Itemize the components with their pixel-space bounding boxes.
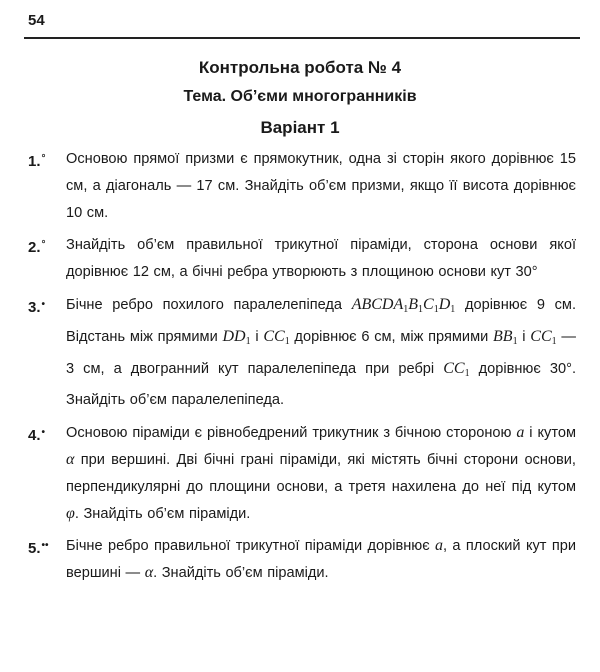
- problem-text: Основою піраміди є рівнобедрений трикутник з бічною стороною a і кутом α при вершині. Дві бічні грані піраміди, які містять бічні сторони основи, перпендикулярні до площини основи, а третя нахилена до неї під кутом φ. Знайдіть об’єм піраміди.: [66, 424, 576, 522]
- difficulty-mark: °: [41, 239, 46, 251]
- test-title: Контрольна робота № 4: [198, 58, 402, 77]
- problem-3: [0, 292, 600, 414]
- problem-list: [0, 146, 600, 593]
- difficulty-mark: •: [41, 427, 46, 439]
- problem-1: [0, 146, 600, 226]
- problem-number: 3.•: [28, 298, 46, 316]
- difficulty-mark: •: [41, 298, 46, 310]
- problem-number: 4.•: [28, 427, 46, 445]
- problem-4: [0, 420, 600, 527]
- problem-text: Основою прямої призми є прямокутник, одна зі сторін якого дорівнює 15 см, а діагональ — 17 см. Знайдіть об’єм призми, якщо її висота дорівнює 10 см.: [66, 151, 576, 221]
- problem-5: [0, 533, 600, 587]
- problem-2: [0, 232, 600, 286]
- difficulty-mark: ••: [41, 540, 49, 552]
- header-rule: [24, 37, 580, 39]
- difficulty-mark: °: [41, 153, 46, 164]
- problem-number: 2.°: [28, 239, 46, 257]
- problem-number: 1.°: [28, 153, 46, 170]
- problem-text: Знайдіть об’єм правильної трикутної піраміди, сторона основи якої дорівнює 12 см, а бічні ребра утворюють з площиною основи кут 30°: [66, 237, 576, 281]
- page-number: 54: [28, 12, 45, 29]
- problem-text: Бічне ребро похилого паралелепіпеда $ABCDA_1B_1C_1D_1$ дорівнює 9 см. Відстань між прямими $DD_1$ і $CC_1$ дорівнює 6 см, між прямими $BB_1$ і $CC_1$ — 3 см, а двогранний кут паралелепіпеда при ребрі $CC_1$ дорівнює 30°. Знайдіть об’єм паралелепіпеда.: [66, 295, 576, 409]
- variant-heading: Варіант 1: [260, 118, 340, 137]
- problem-text: Бічне ребро правильної трикутної піраміди дорівнює a, а плоский кут при вершині — α. Знайдіть об’єм піраміди.: [66, 537, 576, 582]
- problem-number: 5.••: [28, 540, 49, 558]
- topic-heading: Тема. Об’єми многогранників: [183, 88, 417, 105]
